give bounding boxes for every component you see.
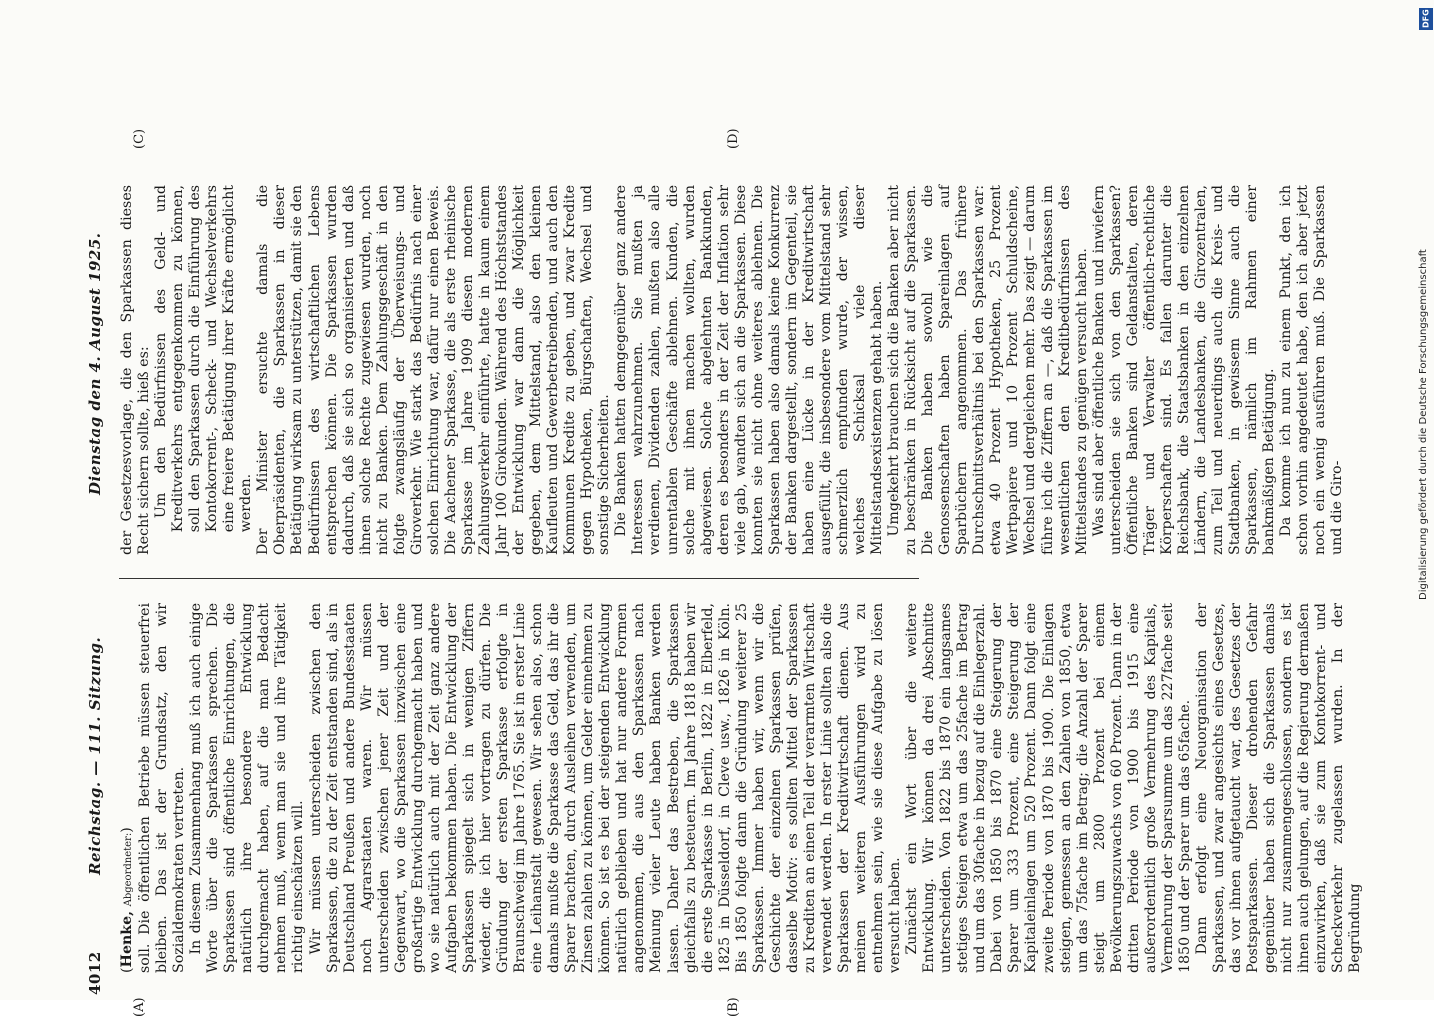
- margin-marker-d: (D): [726, 128, 741, 149]
- paragraph: Da komme ich nun zu einem Punkt, den ich schon vorhin angedeutet habe, den ich aber jetzt noch ein wenig ausführen muß. Die Sparkassen und die Giro-: [1278, 185, 1346, 555]
- paragraph: Umgekehrt brauchen sich die Banken aber nicht zu beschränken in Rücksicht auf die Sparkassen. Die Banken haben sowohl wie die Genossenschaften haben Spareinlagen auf Sparbüchern angenommen. Das frühere Durchschnittsverhältnis bei den Sparkassen war: etwa 40 Prozent Hypotheken, 25 Prozent Wertpapiere und 10 Prozent Schuldscheine, Wechsel und dergleichen mehr. Das zeigt — darum führe ich die Ziffern an —, daß die Sparkassen im wesentlichen den Kreditbedürfnissen des Mittelstandes zu genügen versucht haben.: [886, 185, 1090, 555]
- right-column: [119, 185, 1346, 555]
- column-rule: [119, 578, 919, 579]
- paragraph: Der Minister ersuchte damals die Oberpräsidenten, die Sparkassen in dieser Betätigung wirksam zu unterstützen, damit sie den Bedürfnissen des wirtschaftlichen Lebens entsprechen können. Die Sparkassen wurden dadurch, daß sie sich so organisierten und daß ihnen solche Rechte zugewiesen wurden, noch nicht zu Banken. Dem Zahlungsgeschäft in den folgte zwangsläufig der Überweisungs- und Giroverkehr. Wie stark das Bedürfnis nach einer solchen Einrichtung war, dafür nur einen Beweis. Die Aachener Sparkasse, die als erste rheinische Sparkasse im Jahre 1909 diesen modernen Zahlungsverkehr einführte, hatte in kaum einem Jahr 100 Girokunden. Während des Höchststandes der Entwicklung war dann die Möglichkeit gegeben, dem Mittelstand, also den kleinen Kaufleuten und Gewerbetreibenden, und auch den Kommunen Kredite zu geben, und zwar Kredite gegen Hypotheken, Bürgschaften, Wechsel und sonstige Sicherheiten.: [255, 185, 613, 555]
- paragraph: der Gesetzesvorlage, die den Sparkassen dieses Recht sichern sollte, hieß es:: [119, 185, 153, 555]
- paragraph: Die Banken hatten demgegenüber ganz andere Interessen wahrzunehmen. Sie mußten ja verdienen, Dividenden zahlen, mußten also alle unrentablen Geschäfte ablehnen. Kunden, die solche mit ihnen machen wollten, wurden abgewiesen. Solche abgelehnten Bankkunden, deren es besonders in der Zeit der Inflation sehr viele gab, wandten sich an die Sparkassen. Diese konnten sie nicht ohne weiteres ablehnen. Die Sparkassen haben also damals keine Konkurrenz der Banken dargestellt, sondern im Gegenteil, sie haben eine Lücke in der Kreditwirtschaft ausgefüllt, die insbesondere vom Mittelstand sehr schmerzlich empfunden wurde, der wissen, welches Schicksal viele dieser Mittelstandsexistenzen gehabt haben.: [613, 185, 886, 555]
- speaker-line: (Henke, Abgeordneter:): [119, 827, 135, 973]
- page-number: 4012: [86, 951, 104, 995]
- margin-marker-b: (B): [726, 997, 741, 1017]
- rotated-page-content: [85, 95, 1364, 1017]
- margin-marker-a: (A): [132, 997, 147, 1017]
- funding-caption: Digitalisierung gefördert durch die Deutsche Forschungsgemeinschaft: [1418, 249, 1429, 600]
- paragraph: Wir müssen unterscheiden zwischen den Sparkassen, die zu der Zeit entstanden sind, als in Deutschland Preußen und andere Bundesstaaten noch Agrarstaaten waren. Wir müssen unterscheiden zwischen jener Zeit und der Gegenwart, wo die Sparkassen inzwischen eine großartige Entwicklung durchgemacht haben und wo sie natürlich auch mit der Zeit ganz andere Aufgaben bekommen haben. Die Entwicklung der Sparkassen spiegelt sich in wenigen Ziffern wieder, die ich hier vortragen zu dürfen. Die Gründung der ersten Sparkasse erfolgte in Braunschweig im Jahre 1765. Sie ist in erster Linie eine Leihanstalt gewesen. Wir sehen also, schon damals mußte die Sparkasse das Geld, das ihr die Sparer brachten, durch Ausleihen verwenden, um Zinsen zahlen zu können, um Gelder einnehmen zu können. So ist es bei der steigenden Entwicklung natürlich geblieben und hat nur andere Formen angenommen, die aus den Sparkassen nach Meinung vieler Leute haben Banken werden lassen. Daher das Bestreben, die Sparkassen gleichfalls zu besteuern. Im Jahre 1818 haben wir die erste Sparkasse in Berlin, 1822 in Elberfeld, 1825 in Düsseldorf, in Cleve usw., 1826 in Köln. Bis 1850 folgte dann die Gründung weiterer 25 Sparkassen. Immer haben wir, wenn wir die Geschichte der einzelnen Sparkassen prüfen, dasselbe Motiv: es sollten Mittel der Sparkassen zu Krediten an einen Teil der verarmten Wirtschaft verwendet werden. In erster Linie sollten also die Sparkassen der Kreditwirtschaft dienen. Aus meinen weiteren Ausführungen wird zu entnehmen sein, wie sie diese Aufgabe zu lösen versucht haben.: [307, 603, 904, 973]
- margin-marker-c: (C): [132, 128, 147, 149]
- paragraph: Zunächst ein Wort über die weitere Entwicklung. Wir können da drei Abschnitte unterscheiden. Von 1822 bis 1870 ein langsames stetiges Steigen etwa um das 25fache im Betrag und um das 30fache in bezug auf die Einlegerzahl. Dabei von 1850 bis 1870 eine Steigerung der Sparer um 333 Prozent, eine Steigerung der Kapitaleinlagen um 520 Prozent. Dann folgt eine zweite Periode von 1870 bis 1900. Die Einlagen steigen, gemessen an den Zahlen von 1850, etwa um das 75fache im Betrag; die Anzahl der Sparer steigt um 2800 Prozent bei einem Bevölkerungszuwachs von 60 Prozent. Dann in der dritten Periode von 1900 bis 1915 eine außerordentlich große Vermehrung des Kapitals, Vermehrung der Sparsumme um das 227fache seit 1850 und der Sparer um das 65fache.: [904, 603, 1193, 973]
- speaker-name: Henke,: [119, 910, 135, 968]
- left-column: [119, 603, 1364, 973]
- header-right-title: Dienstag den 4. August 1925.: [86, 232, 104, 495]
- paragraph: soll. Die öffentlichen Betriebe müssen steuerfrei bleiben. Das ist der Grundsatz, den wir Sozialdemokraten vertreten.: [137, 603, 188, 973]
- speaker-note: Abgeordneter:: [123, 832, 134, 907]
- dfg-logo: DFG: [1419, 8, 1433, 30]
- header-left-title: Reichstag. — 111. Sitzung.: [86, 636, 104, 875]
- paragraph: Was sind aber öffentliche Banken und inwiefern unterscheiden sie sich von den Sparkassen? Öffentliche Banken sind Geldanstalten, deren Träger und Verwalter öffentlich-rechtliche Körperschaften sind. Es fallen darunter die Reichsbank, die Staatsbanken in den einzelnen Ländern, die Landesbanken, die Girozentralen, zum Teil und neuerdings auch die Kreis- und Stadtbanken, in gewissem Sinne auch die Sparkassen, nämlich im Rahmen einer bankmäßigen Betätigung.: [1090, 185, 1278, 555]
- funding-sidebar: [1418, 0, 1434, 1000]
- paragraph: Dann erfolgt eine Neuorganisation der Sparkassen, und zwar angesichts eines Gesetzes, das vor ihnen aufgetaucht war, des Gesetzes der Postsparkassen. Dieser drohenden Gefahr gegenüber haben sich die Sparkassen damals nicht nur zusammengeschlossen, sondern es ist ihnen auch gelungen, auf die Regierung dermaßen einzuwirken, daß sie zum Kontokorrent- und Scheckverkehr zugelassen wurden. In der Begründung: [1193, 603, 1364, 973]
- quoted-passage: Um den Bedürfnissen des Geld- und Kreditverkehrs entgegenkommen zu können, soll den Sparkassen durch die Einführung des Kontokorrent-, Scheck- und Wechselverkehrs eine freiere Betätigung ihrer Kräfte ermöglicht werden.: [153, 185, 255, 533]
- running-header: [85, 95, 111, 995]
- paragraph: In diesem Zusammenhang muß ich auch einige Worte über die Sparkassen sprechen. Die Sparkassen sind öffentliche Einrichtungen, die natürlich ihre besondere Entwicklung durchgemacht haben, auf die man Bedacht nehmen muß, wenn man sie und ihre Tätigkeit richtig einschätzen will.: [188, 603, 307, 973]
